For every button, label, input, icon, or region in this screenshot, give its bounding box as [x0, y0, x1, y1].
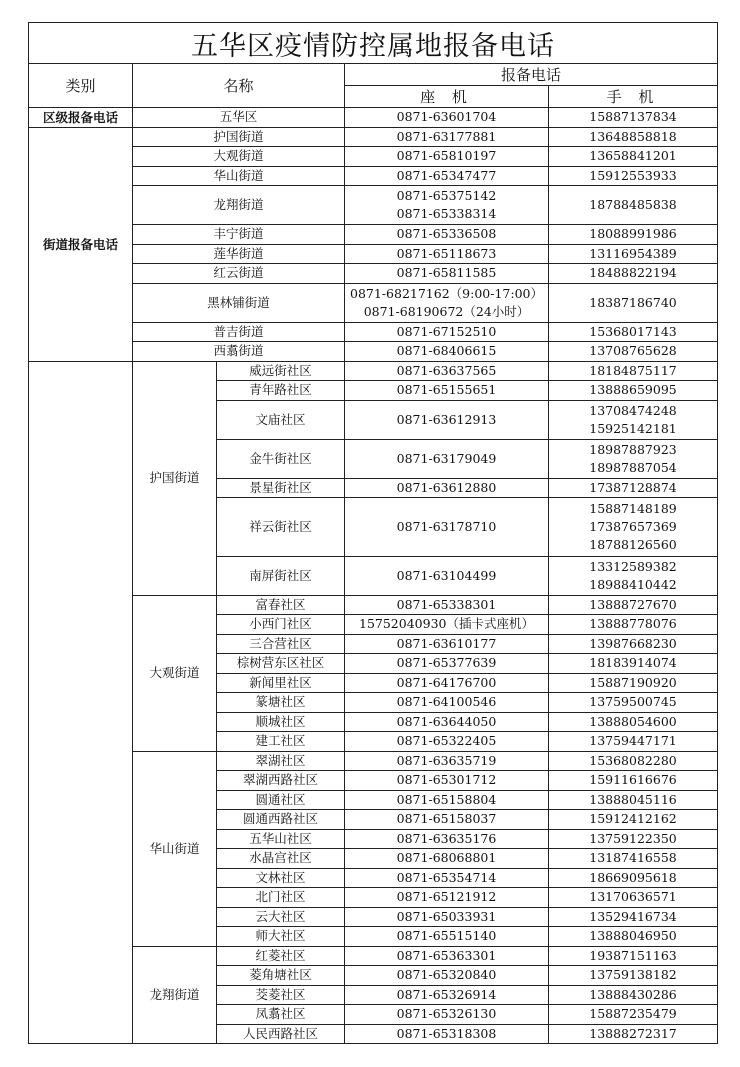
header-mobile: 手 机: [549, 86, 718, 108]
phone-line: 13116954389: [589, 245, 677, 261]
street-row: [29, 283, 718, 322]
phone-line: 15925142181: [589, 420, 677, 436]
community-mobile: [549, 439, 718, 478]
phone-line: 0871-65375142: [396, 188, 497, 203]
page-title: 五华区疫情防控属地报备电话: [29, 23, 718, 64]
phone-line: 15368082280: [589, 752, 677, 768]
phone-line: 13987668230: [589, 635, 677, 651]
community-name: 文林社区: [217, 868, 345, 888]
phone-line: 18488822194: [589, 265, 677, 281]
community-landline: 0871-65301712: [345, 771, 549, 791]
community-name: 翠湖西路社区: [217, 771, 345, 791]
community-landline: 0871-65033931: [345, 907, 549, 927]
community-mobile: [549, 810, 718, 830]
community-row: [29, 946, 718, 966]
community-mobile: [549, 790, 718, 810]
community-name: 北门社区: [217, 888, 345, 908]
community-landline: 0871-63104499: [345, 556, 549, 595]
phone-line: 13529416734: [589, 908, 677, 924]
community-landline: 0871-65318308: [345, 1024, 549, 1044]
phone-line: 15887148189: [589, 500, 677, 516]
community-mobile: [549, 927, 718, 947]
community-landline: 0871-63610177: [345, 634, 549, 654]
community-landline: 0871-68068801: [345, 849, 549, 869]
community-name: 茭菱社区: [217, 985, 345, 1005]
community-mobile: [549, 693, 718, 713]
community-mobile: [549, 849, 718, 869]
header-landline: 座 机: [345, 86, 549, 108]
community-name: 祥云街社区: [217, 498, 345, 557]
community-landline: 0871-63178710: [345, 498, 549, 557]
phone-line: 0871-65118673: [396, 245, 497, 261]
community-name: 云大社区: [217, 907, 345, 927]
phone-line: 13312589382: [589, 558, 677, 574]
street-row: [29, 147, 718, 167]
community-row: [29, 595, 718, 615]
community-landline: 0871-65326130: [345, 1005, 549, 1025]
street-mobile: [549, 225, 718, 245]
street-landline: [345, 127, 549, 147]
phone-line: 0871-65810197: [396, 148, 497, 164]
phone-line: 18183914074: [589, 655, 677, 671]
phone-line: 15912553933: [589, 167, 677, 183]
street-name: 丰宁街道: [133, 225, 345, 245]
community-mobile: [549, 966, 718, 986]
community-landline: 0871-64100546: [345, 693, 549, 713]
community-name: 南屏街社区: [217, 556, 345, 595]
community-mobile: [549, 556, 718, 595]
phone-line: 19387151163: [589, 947, 677, 963]
community-landline: 0871-65377639: [345, 654, 549, 674]
community-landline: 0871-64176700: [345, 673, 549, 693]
phone-line: 0871-65347477: [396, 167, 497, 183]
phone-line: 15368017143: [589, 323, 677, 339]
community-mobile: [549, 771, 718, 791]
community-name: 红菱社区: [217, 946, 345, 966]
street-name: 普吉街道: [133, 322, 345, 342]
community-name: 威远街社区: [217, 361, 345, 381]
street-landline: [345, 186, 549, 225]
phone-line: 13888659095: [589, 382, 677, 398]
community-name: 青年路社区: [217, 381, 345, 401]
community-landline: 0871-65121912: [345, 888, 549, 908]
group-street-name: 护国街道: [133, 361, 217, 595]
street-row: [29, 342, 718, 362]
community-landline: 0871-63635176: [345, 829, 549, 849]
header-category: 类别: [29, 64, 133, 108]
phone-line: 13658841201: [589, 148, 677, 164]
community-landline: 0871-65338301: [345, 595, 549, 615]
community-landline: 0871-65363301: [345, 946, 549, 966]
phone-line: 13759447171: [589, 733, 677, 749]
street-name: 红云街道: [133, 264, 345, 284]
community-landline: 0871-65354714: [345, 868, 549, 888]
phone-table: [28, 22, 718, 1044]
community-landline: 0871-63179049: [345, 439, 549, 478]
phone-line: 18987887923: [589, 441, 677, 457]
phone-line: 0871-67152510: [396, 323, 497, 339]
street-mobile: [549, 283, 718, 322]
group-street-name: 大观街道: [133, 595, 217, 751]
phone-line: 13759500745: [589, 694, 677, 710]
community-landline: 0871-65155651: [345, 381, 549, 401]
community-name: 景星街社区: [217, 478, 345, 498]
community-landline: 0871-65322405: [345, 732, 549, 752]
community-name: 五华山社区: [217, 829, 345, 849]
street-mobile: [549, 342, 718, 362]
community-mobile: [549, 634, 718, 654]
phone-line: 18988410442: [589, 576, 677, 592]
community-mobile: [549, 673, 718, 693]
street-landline: [345, 264, 549, 284]
community-mobile: [549, 361, 718, 381]
street-mobile: [549, 166, 718, 186]
community-name: 建工社区: [217, 732, 345, 752]
community-mobile: [549, 654, 718, 674]
phone-line: 18184875117: [589, 362, 677, 378]
community-mobile: [549, 498, 718, 557]
phone-directory-document: [28, 22, 717, 1044]
community-name: 人民西路社区: [217, 1024, 345, 1044]
community-landline: 0871-65158037: [345, 810, 549, 830]
phone-line: 18387186740: [589, 294, 677, 310]
community-row: [29, 751, 718, 771]
street-landline: [345, 225, 549, 245]
community-name: 文庙社区: [217, 400, 345, 439]
phone-line: 0871-68190672（24小时）: [363, 303, 530, 319]
phone-line: 18669095618: [589, 869, 677, 885]
street-mobile: [549, 244, 718, 264]
community-name: 师大社区: [217, 927, 345, 947]
phone-line: 15887235479: [589, 1006, 677, 1022]
community-mobile: [549, 381, 718, 401]
phone-line: 18088991986: [589, 226, 677, 242]
phone-line: 13888054600: [589, 713, 677, 729]
street-name: 龙翔街道: [133, 186, 345, 225]
community-landline: 0871-63612913: [345, 400, 549, 439]
community-name: 篆塘社区: [217, 693, 345, 713]
header-phone-group: 报备电话: [345, 64, 718, 86]
phone-line: 13888727670: [589, 596, 677, 612]
street-row: [29, 264, 718, 284]
phone-line: 0871-65338314: [396, 206, 497, 221]
district-row: [29, 108, 718, 128]
community-mobile: [549, 888, 718, 908]
phone-line: 15912412162: [589, 811, 677, 827]
street-row: [29, 166, 718, 186]
street-row: [29, 186, 718, 225]
community-name: 圆通社区: [217, 790, 345, 810]
street-row: [29, 322, 718, 342]
district-name: 五华区: [133, 108, 345, 128]
community-mobile: [549, 595, 718, 615]
street-mobile: [549, 127, 718, 147]
phone-line: 13708474248: [589, 402, 677, 418]
community-name: 圆通西路社区: [217, 810, 345, 830]
street-name: 西翥街道: [133, 342, 345, 362]
group-street-name: 华山街道: [133, 751, 217, 946]
community-mobile: [549, 1024, 718, 1044]
community-mobile: [549, 478, 718, 498]
phone-line: 0871-65336508: [396, 226, 497, 242]
community-mobile: [549, 907, 718, 927]
community-name: 棕树营东区社区: [217, 654, 345, 674]
community-name: 翠湖社区: [217, 751, 345, 771]
street-row: [29, 225, 718, 245]
phone-line: 13759122350: [589, 830, 677, 846]
street-name: 大观街道: [133, 147, 345, 167]
phone-line: 13708765628: [589, 343, 677, 359]
phone-line: 13888046950: [589, 928, 677, 944]
street-landline: [345, 147, 549, 167]
street-landline: [345, 244, 549, 264]
community-name: 水晶宫社区: [217, 849, 345, 869]
phone-line: 18987887054: [589, 459, 677, 475]
community-mobile: [549, 400, 718, 439]
community-landline: 0871-63635719: [345, 751, 549, 771]
community-name: 三合营社区: [217, 634, 345, 654]
phone-line: 0871-68217162（9:00-17:00）: [350, 285, 543, 301]
community-mobile: [549, 829, 718, 849]
phone-line: 13648858818: [589, 128, 677, 144]
header-name: 名称: [133, 64, 345, 108]
phone-line: 13170636571: [589, 889, 677, 905]
phone-line: 13888430286: [589, 986, 677, 1002]
community-mobile: [549, 868, 718, 888]
district-mobile: 15887137834: [549, 108, 718, 128]
street-name: 护国街道: [133, 127, 345, 147]
phone-line: 13888272317: [589, 1025, 677, 1041]
phone-line: 13759138182: [589, 967, 677, 983]
street-mobile: [549, 322, 718, 342]
street-name: 黑林铺街道: [133, 283, 345, 322]
community-mobile: [549, 946, 718, 966]
phone-line: 17387128874: [589, 479, 677, 495]
community-mobile: [549, 732, 718, 752]
community-name: 富春社区: [217, 595, 345, 615]
community-mobile: [549, 615, 718, 635]
phone-line: 13187416558: [589, 850, 677, 866]
community-landline: 0871-65320840: [345, 966, 549, 986]
community-mobile: [549, 1005, 718, 1025]
phone-line: 0871-63177881: [396, 128, 497, 144]
street-mobile: [549, 186, 718, 225]
community-name: 顺城社区: [217, 712, 345, 732]
phone-line: 17387657369: [589, 518, 677, 534]
community-name: 新闻里社区: [217, 673, 345, 693]
group-street-name: 龙翔街道: [133, 946, 217, 1044]
street-landline: [345, 322, 549, 342]
street-landline: [345, 342, 549, 362]
street-name: 莲华街道: [133, 244, 345, 264]
community-row: [29, 361, 718, 381]
street-row: [29, 244, 718, 264]
street-landline: [345, 283, 549, 322]
streets-category: 街道报备电话: [29, 127, 133, 361]
street-row: [29, 127, 718, 147]
community-landline: 0871-63637565: [345, 361, 549, 381]
community-name: 凤翥社区: [217, 1005, 345, 1025]
phone-line: 13888045116: [589, 791, 677, 807]
community-name: 小西门社区: [217, 615, 345, 635]
community-landline: 15752040930（插卡式座机）: [345, 615, 549, 635]
street-landline: [345, 166, 549, 186]
community-landline: 0871-65326914: [345, 985, 549, 1005]
street-mobile: [549, 264, 718, 284]
community-mobile: [549, 751, 718, 771]
street-name: 华山街道: [133, 166, 345, 186]
community-name: 金牛街社区: [217, 439, 345, 478]
community-landline: 0871-63644050: [345, 712, 549, 732]
community-mobile: [549, 712, 718, 732]
community-category-blank: [29, 361, 133, 1044]
phone-line: 15887190920: [589, 674, 677, 690]
phone-line: 13888778076: [589, 616, 677, 632]
community-name: 菱角塘社区: [217, 966, 345, 986]
community-landline: 0871-63612880: [345, 478, 549, 498]
street-mobile: [549, 147, 718, 167]
phone-line: 18788485838: [589, 197, 677, 212]
phone-line: 18788126560: [589, 536, 677, 552]
phone-line: 0871-68406615: [396, 343, 497, 359]
community-landline: 0871-65158804: [345, 790, 549, 810]
phone-line: 0871-65811585: [396, 265, 497, 281]
district-category: 区级报备电话: [29, 108, 133, 128]
community-landline: 0871-65515140: [345, 927, 549, 947]
community-mobile: [549, 985, 718, 1005]
district-landline: 0871-63601704: [345, 108, 549, 128]
phone-line: 15911616676: [589, 772, 677, 788]
